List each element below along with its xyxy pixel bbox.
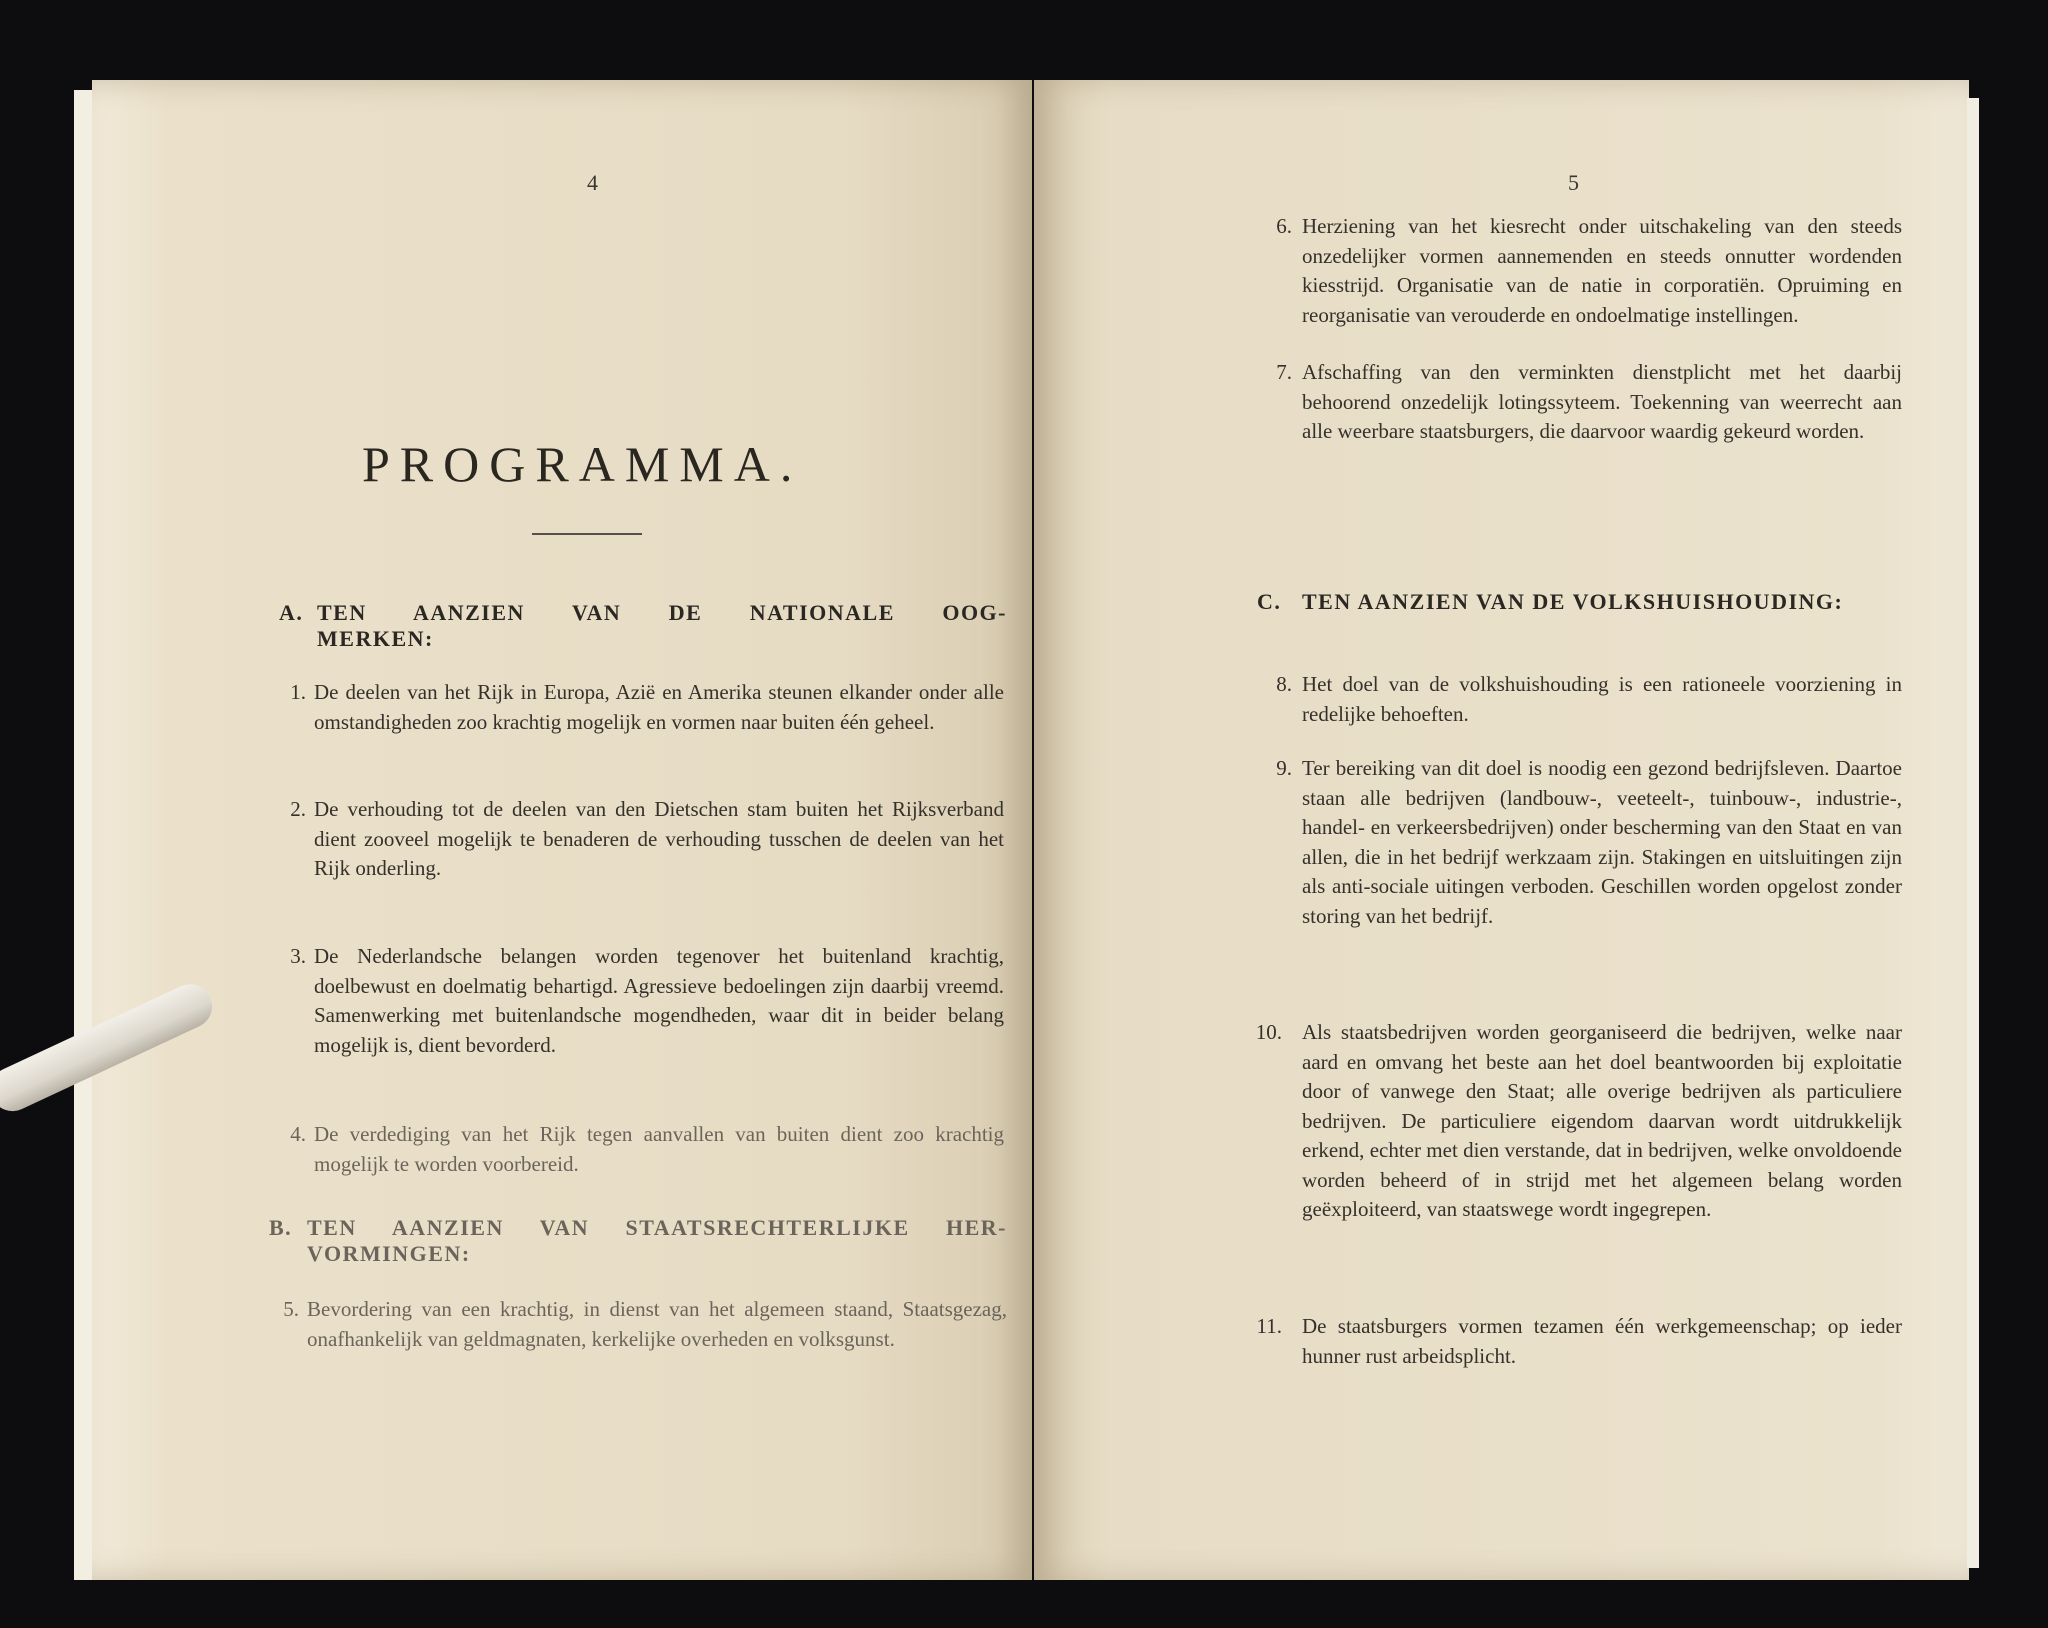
list-item [290, 795, 1004, 884]
item-text: De verdediging van het Rijk tegen aanvallen van buiten dient zoo krachtig mogelijk te worden voorbereid. [314, 1122, 1004, 1176]
list-item [1276, 754, 1902, 931]
section-heading-a [279, 600, 1007, 652]
item-number: 11. [1256, 1314, 1282, 1338]
list-item [1276, 358, 1902, 447]
list-item [1255, 1018, 1902, 1225]
section-heading-line: TEN AANZIEN VAN DE VOLKSHUISHOUDING: [1302, 589, 1844, 614]
item-text: Afschaffing van den verminkten dienstplicht met het daarbij behoorend onzedelijk lotingssyteem. Toekenning van weerrecht aan alle weerbare staatsburgers, die daarvoor waardig gekeurd worden. [1302, 360, 1902, 443]
item-text: De Nederlandsche belangen worden tegenover het buitenland krachtig, doelbewust en doelmatig behartigd. Agressieve bedoelingen zijn daarbij vreemd. Samenwerking met buitenlandsche mogendheden, waar dit in beider belang mogelijk is, dient bevorderd. [314, 944, 1004, 1057]
item-text: Als staatsbedrijven worden georganiseerd die bedrijven, welke naar aard en omvang het beste aan het doel beantwoorden bij exploitatie door of vanwege den Staat; alle overige bedrijven als particuliere bedrijven. De particuliere eigendom daarvan wordt uitdrukkelijk erkend, echter met dien verstande, dat in bedrijven, welke onvoldoende worden beheerd of in strijd met het algemeen belang worden geëxploiteerd, van staatswege wordt ingegrepen. [1302, 1020, 1902, 1221]
item-number: 8. [1276, 672, 1292, 696]
item-number: 5. [283, 1297, 299, 1321]
item-text: Bevordering van een krachtig, in dienst van het algemeen staand, Staatsgezag, onafhankelijk van geldmagnaten, kerkelijke overheden en volksgunst. [307, 1297, 1007, 1351]
right-page [1034, 80, 1969, 1580]
section-letter: A. [279, 600, 304, 625]
list-item [290, 678, 1004, 737]
item-number: 7. [1276, 360, 1292, 384]
item-number: 10. [1255, 1020, 1282, 1044]
left-page [92, 80, 1032, 1580]
page-edge [1967, 98, 1979, 1568]
section-heading-c [1257, 589, 1902, 615]
section-heading-line: MERKEN: [317, 626, 434, 651]
list-item [290, 942, 1004, 1060]
list-item [283, 1295, 1007, 1354]
page-edge [74, 90, 92, 1580]
item-number: 1. [290, 680, 306, 704]
list-item [1276, 670, 1902, 729]
page-title: PROGRAMMA. [362, 436, 803, 492]
item-text: De verhouding tot de deelen van den Dietschen stam buiten het Rijksverband dient zooveel mogelijk te benaderen de verhouding tusschen de deelen van het Rijk onderling. [314, 797, 1004, 880]
item-number: 4. [290, 1122, 306, 1146]
item-number: 6. [1276, 214, 1292, 238]
section-heading-line: VORMINGEN: [307, 1241, 471, 1266]
item-text: De deelen van het Rijk in Europa, Azië en Amerika steunen elkander onder alle omstandigheden zoo krachtig mogelijk en vormen naar buiten één geheel. [314, 680, 1004, 734]
list-item [290, 1120, 1004, 1179]
item-text: De staatsburgers vormen tezamen één werkgemeenschap; op ieder hunner rust arbeidsplicht. [1302, 1314, 1902, 1368]
section-letter: B. [269, 1215, 293, 1240]
section-heading-b [269, 1215, 1007, 1267]
list-item [1256, 1312, 1902, 1371]
page-number-left: 4 [587, 170, 598, 195]
item-number: 2. [290, 797, 306, 821]
section-heading-line: TEN AANZIEN VAN DE NATIONALE OOG- [317, 600, 1007, 625]
open-booklet [92, 80, 1977, 1580]
item-number: 9. [1276, 756, 1292, 780]
item-text: Ter bereiking van dit doel is noodig een gezond bedrijfsleven. Daartoe staan alle bedrijven (landbouw-, veeteelt-, tuinbouw-, industrie-, handel- en verkeersbedrijven) onder bescherming van den Staat en van allen, die in het bedrijf werkzaam zijn. Stakingen en uitsluitingen zijn als anti-sociale uitingen verboden. Geschillen worden opgelost zonder storing van het bedrijf. [1302, 756, 1902, 928]
section-heading-line: TEN AANZIEN VAN STAATSRECHTERLIJKE HER- [307, 1215, 1007, 1240]
title-rule [532, 533, 642, 535]
page-number-right: 5 [1568, 170, 1579, 195]
list-item [1276, 212, 1902, 330]
section-letter: C. [1257, 589, 1282, 614]
item-text: Herziening van het kiesrecht onder uitschakeling van den steeds onzedelijker vormen aannemenden en steeds onnutter wordenden kiesstrijd. Organisatie van de natie in corporatiën. Opruiming en reorganisatie van verouderde en ondoelmatige instellingen. [1302, 214, 1902, 327]
item-number: 3. [290, 944, 306, 968]
item-text: Het doel van de volkshuishouding is een rationeele voorziening in redelijke behoeften. [1302, 672, 1902, 726]
